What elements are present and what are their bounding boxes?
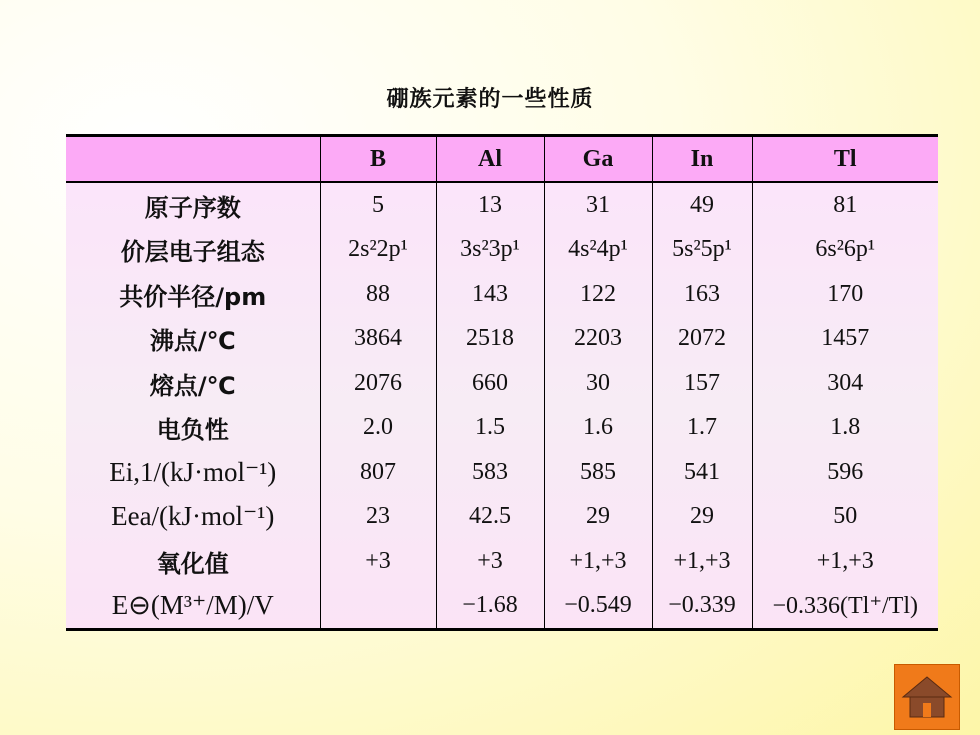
table-row (66, 450, 938, 495)
table-cell: 81 (833, 191, 858, 218)
home-button[interactable] (894, 664, 960, 730)
table-cell: 50 (833, 503, 858, 530)
table-row (66, 584, 938, 630)
table-cell: 29 (652, 495, 752, 540)
row-label: 熔点/℃ (66, 361, 320, 406)
table-cell: 23 (320, 495, 436, 540)
header-cell (66, 136, 320, 183)
table-cell: 4s²4p¹ (544, 228, 652, 273)
table-cell: 2s²2p¹ (320, 228, 436, 273)
table-row (66, 272, 938, 317)
table-cell: 1.7 (652, 406, 752, 451)
table-cell: 807 (320, 450, 436, 495)
table-cell: 1.6 (544, 406, 652, 451)
row-label: 原子序数 (66, 182, 320, 228)
table-cell: 170 (827, 280, 864, 307)
table-cell: 30 (544, 361, 652, 406)
row-label: 价层电子组态 (66, 228, 320, 273)
row-label: 氧化值 (66, 539, 320, 584)
row-label: Ei,1/(kJ·mol⁻¹) (66, 450, 320, 495)
table-cell: 88 (320, 272, 436, 317)
table-cell: 6s²6p¹ (815, 236, 876, 263)
table-row (66, 361, 938, 406)
table-cell: 660 (436, 361, 544, 406)
table-cell: 5s²5p¹ (652, 228, 752, 273)
table-cell: 2076 (320, 361, 436, 406)
table-cell: +1,+3 (816, 547, 874, 574)
header-cell: Ga (544, 136, 652, 183)
page-title: 硼族元素的一些性质 (386, 87, 594, 112)
table-cell: 2072 (652, 317, 752, 362)
table-row (66, 228, 938, 273)
table-cell: 143 (436, 272, 544, 317)
table-row (66, 495, 938, 540)
table-cell: 49 (652, 182, 752, 228)
table-row (66, 539, 938, 584)
table-cell: −0.549 (544, 584, 652, 630)
table-cell: +3 (436, 539, 544, 584)
row-label: Eea/(kJ·mol⁻¹) (66, 495, 320, 540)
table-cell: 1457 (821, 325, 870, 352)
table-cell: 5 (320, 182, 436, 228)
table-cell: 29 (544, 495, 652, 540)
table-cell: 3s²3p¹ (436, 228, 544, 273)
table-cell: 585 (544, 450, 652, 495)
table-cell: +3 (320, 539, 436, 584)
table-cell: −1.68 (436, 584, 544, 630)
table-row (66, 182, 938, 228)
table-cell: 3864 (320, 317, 436, 362)
table-cell: 583 (436, 450, 544, 495)
table-cell: 31 (544, 182, 652, 228)
table-cell: +1,+3 (652, 539, 752, 584)
table-cell: 304 (827, 369, 864, 396)
table-cell: 1.5 (436, 406, 544, 451)
table-cell: 42.5 (436, 495, 544, 540)
table-row (66, 317, 938, 362)
header-cell: B (320, 136, 436, 183)
table-cell: 2518 (436, 317, 544, 362)
header-cell: Tl (752, 136, 938, 183)
row-label: 电负性 (66, 406, 320, 451)
home-icon (895, 665, 959, 729)
table-cell: 157 (652, 361, 752, 406)
table-cell: 596 (827, 458, 864, 485)
row-label: E⊖(M³⁺/M)/V (66, 584, 320, 630)
header-cell: Al (436, 136, 544, 183)
table-row (66, 406, 938, 451)
table-cell: 122 (544, 272, 652, 317)
table-cell: 2.0 (320, 406, 436, 451)
row-label: 沸点/℃ (66, 317, 320, 362)
table-cell: 13 (436, 182, 544, 228)
header-cell: In (652, 136, 752, 183)
table-cell: −0.336(Tl⁺/Tl) (752, 584, 938, 630)
table-cell: +1,+3 (544, 539, 652, 584)
table-cell: 163 (652, 272, 752, 317)
table-cell (320, 584, 436, 630)
table-cell: 541 (652, 450, 752, 495)
table-cell: 1.8 (830, 414, 861, 441)
table-cell: −0.339 (652, 584, 752, 630)
properties-table (66, 134, 938, 631)
header-row (66, 136, 938, 183)
row-label: 共价半径/pm (66, 272, 320, 317)
table-cell: 2203 (544, 317, 652, 362)
